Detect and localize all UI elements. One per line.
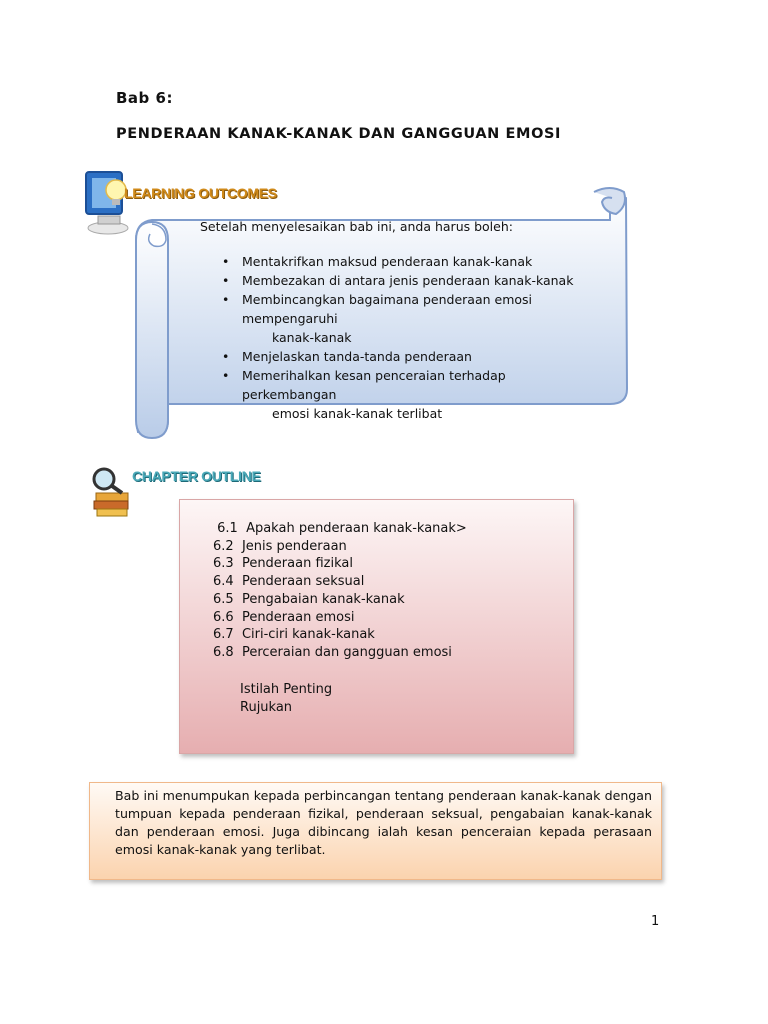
- list-item-text: Mentakrifkan maksud penderaan kanak-kanak: [242, 254, 533, 269]
- chapter-outline-heading: CHAPTER OUTLINE: [132, 468, 261, 484]
- books-magnifier-icon: [88, 463, 134, 521]
- outline-extra-item: Rujukan: [240, 700, 293, 715]
- bullet-icon: •: [222, 292, 230, 307]
- learning-outcomes-list: [222, 252, 602, 423]
- list-item: [222, 271, 602, 290]
- bullet-icon: •: [222, 349, 230, 364]
- list-item-text: Memerihalkan kesan penceraian terhadap perkembangan: [242, 368, 506, 402]
- list-item: [222, 252, 602, 271]
- list-item-text: Menjelaskan tanda-tanda penderaan: [242, 349, 472, 364]
- bullet-icon: •: [222, 273, 230, 288]
- summary-text: Bab ini menumpukan kepada perbincangan tentang penderaan kanak-kanak dengan tumpuan kepada penderaan fizikal, penderaan seksual, pengabaian kanak-kanak dan penderaan emosi. Juga dibincang ialah kesan penceraian kepada perasaan emosi kanak-kanak yang terlibat.: [115, 788, 652, 857]
- list-item: [222, 347, 602, 366]
- outline-item: 6.4 Penderaan seksual: [213, 574, 365, 590]
- learning-outcomes-intro: Setelah menyelesaikan bab ini, anda harus boleh:: [200, 219, 513, 234]
- list-item-continuation: emosi kanak-kanak terlibat: [272, 406, 443, 421]
- bullet-icon: •: [222, 254, 230, 269]
- outline-extra-item: Istilah Penting: [240, 682, 333, 697]
- page-number: 1: [651, 914, 660, 929]
- list-item: [222, 290, 602, 347]
- lightbulb-computer-icon: [84, 168, 134, 240]
- outline-item: 6.2 Jenis penderaan: [213, 538, 347, 554]
- outline-item: 6.6 Penderaan emosi: [213, 609, 355, 625]
- chapter-outline-list: [213, 520, 467, 662]
- outline-item: 6.3 Penderaan fizikal: [213, 556, 353, 572]
- outline-item: 6.5 Pengabaian kanak-kanak: [213, 591, 405, 607]
- chapter-title: PENDERAAN KANAK-KANAK DAN GANGGUAN EMOSI: [116, 126, 562, 142]
- outline-item: 6.8 Perceraian dan gangguan emosi: [213, 644, 452, 660]
- outline-item: 6.1 Apakah penderaan kanak-kanak>: [213, 521, 467, 536]
- list-item: [222, 366, 602, 423]
- bullet-icon: •: [222, 368, 230, 383]
- list-item-text: Membezakan di antara jenis penderaan kanak-kanak: [242, 273, 574, 288]
- outline-item: 6.7 Ciri-ciri kanak-kanak: [213, 627, 375, 643]
- list-item-continuation: kanak-kanak: [272, 330, 352, 345]
- chapter-number: Bab 6:: [116, 89, 173, 107]
- learning-outcomes-heading: LEARNING OUTCOMES: [124, 185, 277, 201]
- outline-extras: [240, 681, 332, 717]
- list-item-text: Membincangkan bagaimana penderaan emosi mempengaruhi: [242, 292, 533, 326]
